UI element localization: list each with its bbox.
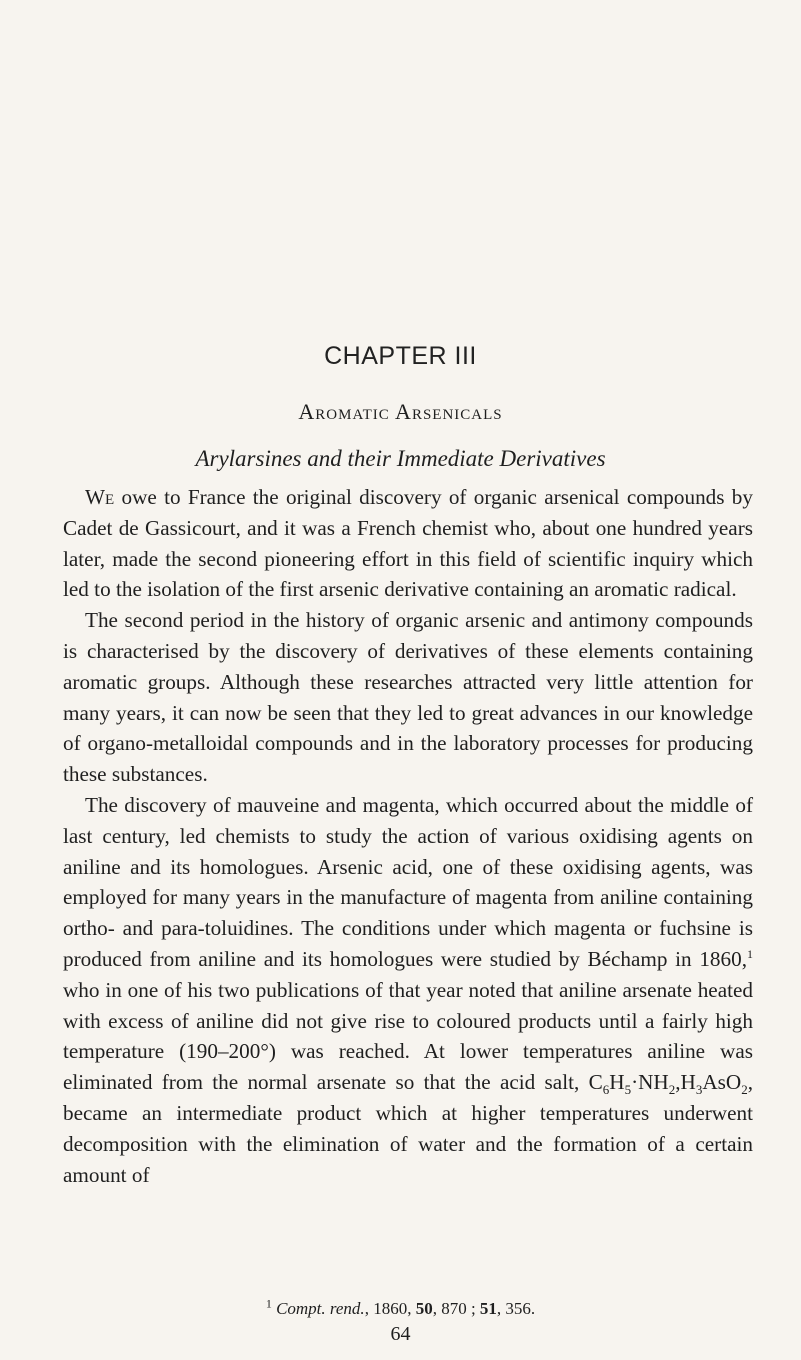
footnote-page-1: , 870 ; [432, 1299, 480, 1318]
paragraph-3-part-2: who in one of his two publications of that year noted that aniline arsenate heated with excess of aniline did not give rise to coloured products until a fairly high temperature (190–200°) was reached. At lower temperatures aniline was eliminated from the normal arsenate so that the acid salt, [63, 977, 753, 1095]
page-number: 64 [390, 1323, 411, 1345]
footnote-reference: 1 [747, 946, 753, 961]
footnote-page-2: , 356. [496, 1299, 536, 1318]
chapter-heading: CHAPTER III [324, 342, 477, 370]
paragraph-1-text: owe to France the original discovery of organic arsenical compounds by Cadet de Gassicourt, and it was a French chemist who, about one hundred years later, made the second pioneering effort in this field of scientific inquiry which led to the isolation of the first arsenic derivative containing an aromatic radical. [63, 485, 753, 602]
paragraph-3-part-1: The discovery of mauveine and magenta, which occurred about the middle of last century, led chemists to study the action of various oxidising agents on aniline and its homologues. Arsenic acid, one of these oxidising agents, was employed for many years in the manufacture of magenta from aniline containing ortho- and para-toluidines. The conditions under which magenta or fuchsine is produced from aniline and its homologues were studied by Béchamp in 1860, [63, 792, 753, 971]
footnote-marker: 1 [265, 1296, 272, 1311]
paragraph-1-lead: We [85, 485, 115, 509]
footnote-year: , 1860, [364, 1299, 416, 1318]
paragraph-2: The second period in the history of organic arsenic and antimony compounds is characterised by the discovery of derivatives of these elements containing aromatic groups. Although these researches attracted very little attention for many years, it can now be seen that they led to great advances in our knowledge of organo-metalloidal compounds and in the laboratory processes for producing these substances. [63, 608, 753, 787]
footnote-journal: Compt. rend. [276, 1299, 365, 1318]
paragraph-1 [63, 482, 753, 605]
section-title: Aromatic Arsenicals [298, 399, 503, 424]
footnote-volume-1: 50 [415, 1299, 433, 1318]
paragraph-3-part-3: , became an intermediate product which at higher temperatures underwent decomposition with the elimination of water and the formation of a certain amount of [63, 1070, 753, 1187]
paragraph-3 [63, 790, 753, 1190]
section-subtitle: Arylarsines and their Immediate Derivatives [195, 446, 606, 471]
footnote [0, 1296, 801, 1319]
body-text [63, 482, 753, 1190]
footnote-volume-2: 51 [479, 1299, 497, 1318]
chemical-formula: $C_6H_5\cdot NH_2,H_3AsO_2$ [588, 1070, 748, 1098]
